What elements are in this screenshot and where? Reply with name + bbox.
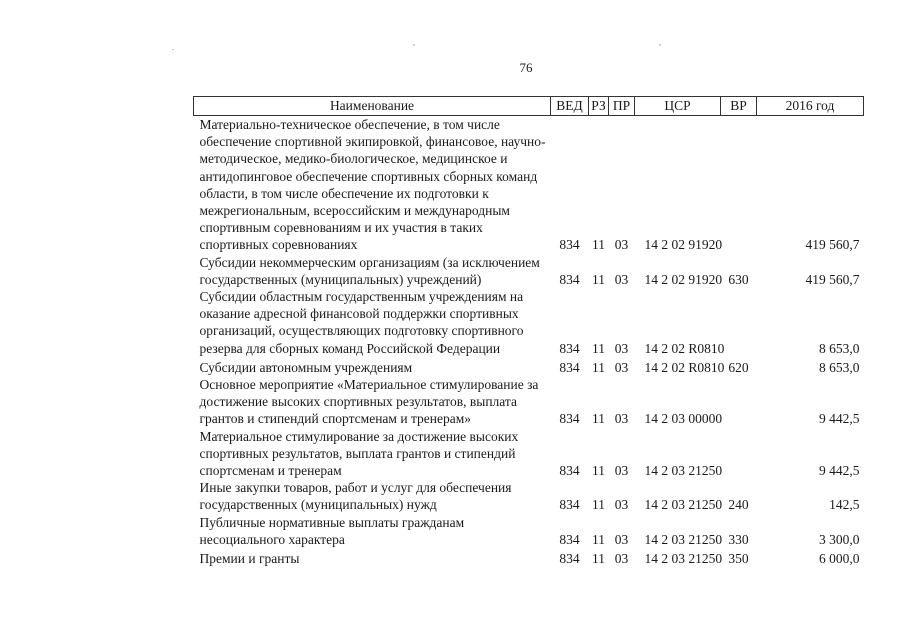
row-name: Субсидии некоммерческим организациям (за исключением государственных (муниципальных) учреждений) [199,254,540,287]
row-name: Субсидии областным государственным учреждениям на оказание адресной финансовой поддержки спортивных организаций, осуществляющих подготовку спортивного резерва для сборных команд Российской Федерации [199,289,524,356]
table-row [194,479,864,513]
row-pr: 03 [614,271,629,287]
row-rz: 11 [592,237,605,253]
row-rz: 11 [592,271,605,287]
row-csr: 14 2 02 91920 [644,271,723,287]
row-sum: 3 300,0 [819,531,860,547]
header-name: Наименование [194,97,551,116]
row-vr [721,116,757,254]
row-pr: 03 [614,237,629,253]
row-ved: 834 [559,359,580,375]
header-ved: ВЕД [551,97,589,116]
row-name: Субсидии автономным учреждениям [199,359,413,375]
row-sum: 8 653,0 [819,359,860,375]
row-rz: 11 [592,551,605,567]
row-pr: 03 [614,411,629,427]
row-name: Материальное стимулирование за достижение высоких спортивных результатов, выплата грантов и стипендий спортсменам и тренерам [199,428,519,479]
row-sum: 419 560,7 [805,271,860,287]
row-vr: 330 [728,531,749,547]
scan-speck: , [659,38,661,47]
row-sum: 9 442,5 [819,411,860,427]
row-ved: 834 [559,551,580,567]
row-name: Публичные нормативные выплаты гражданам несоциального характера [199,514,465,547]
row-ved: 834 [559,463,580,479]
row-vr [721,288,757,357]
row-name: Материально-техническое обеспечение, в том числе обеспечение спортивной экипировкой, финансовое, научно-методическое, медико-биологическое, медицинское и антидопинговое обеспечение спортивных сборных команд области, в том числе обеспечение их подготовки к межрегиональным, всероссийским и международным спортивным соревнованиям и их участия в таких спортивных соревнованиях [199,117,546,253]
row-rz: 11 [592,359,605,375]
row-pr: 03 [614,497,629,513]
row-pr: 03 [614,359,629,375]
header-year: 2016 год [757,97,864,116]
row-rz: 11 [592,411,605,427]
row-csr: 14 2 03 21250 [644,463,723,479]
row-ved: 834 [559,340,580,356]
row-csr: 14 2 02 R0810 [644,340,725,356]
row-vr: 350 [728,551,749,567]
header-pr: ПР [609,97,635,116]
row-csr: 14 2 02 R0810 [644,359,725,375]
row-sum: 419 560,7 [805,237,860,253]
row-pr: 03 [614,340,629,356]
row-ved: 834 [559,237,580,253]
row-sum: 9 442,5 [819,463,860,479]
page-number: 76 [519,60,533,75]
budget-table [193,96,864,567]
row-csr: 14 2 03 21250 [644,497,723,513]
row-rz: 11 [592,531,605,547]
row-name: Основное мероприятие «Материальное стимулирование за достижение высоких спортивных результатов, выплата грантов и стипендий спортсменам и тренерам» [199,377,539,427]
header-rz: РЗ [589,97,609,116]
table-row [194,514,864,548]
row-rz: 11 [592,463,605,479]
row-pr: 03 [614,463,629,479]
row-vr [721,376,757,428]
row-rz: 11 [592,497,605,513]
row-vr: 630 [728,271,749,287]
table-row [194,357,864,376]
row-pr: 03 [614,531,629,547]
row-vr [721,428,757,480]
row-vr: 240 [728,497,749,513]
row-ved: 834 [559,271,580,287]
row-sum: 8 653,0 [819,340,860,356]
row-sum: 6 000,0 [819,551,860,567]
header-csr: ЦСР [635,97,721,116]
table-row [194,548,864,567]
header-vr: ВР [721,97,757,116]
row-ved: 834 [559,531,580,547]
row-vr: 620 [728,359,749,375]
row-pr: 03 [614,551,629,567]
row-name: Иные закупки товаров, работ и услуг для обеспечения государственных (муниципальных) нужд [199,480,512,513]
scan-speck: , [413,38,415,47]
table-row [194,116,864,254]
row-csr: 14 2 02 91920 [644,237,723,253]
scan-speck: . [172,43,174,52]
row-csr: 14 2 03 21250 [644,551,723,567]
row-sum: 142,5 [829,497,860,513]
row-rz: 11 [592,340,605,356]
table-row [194,254,864,288]
row-name: Премии и гранты [199,551,300,567]
table-row [194,376,864,428]
header-row [194,97,864,116]
table-row [194,428,864,480]
row-ved: 834 [559,411,580,427]
row-csr: 14 2 03 21250 [644,531,723,547]
table-row [194,288,864,357]
row-ved: 834 [559,497,580,513]
row-csr: 14 2 03 00000 [644,411,723,427]
